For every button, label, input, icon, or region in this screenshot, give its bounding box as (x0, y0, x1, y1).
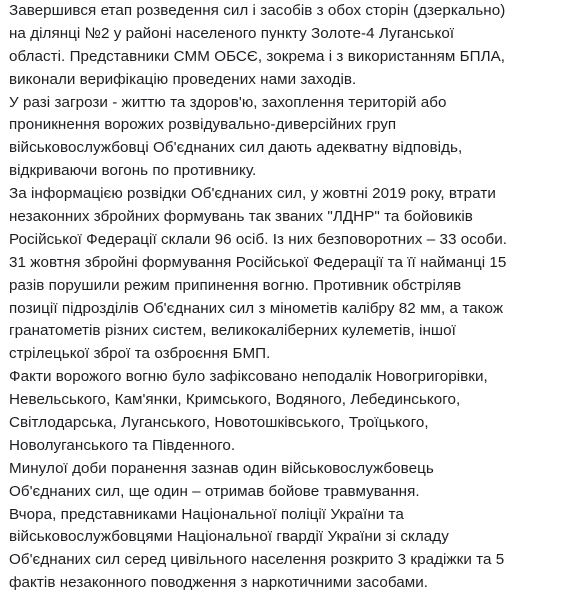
text-line: Невельського, Кам'янки, Кримського, Водяного, Лебединського, (9, 391, 461, 409)
text-line: Вчора, представниками Національної поліції України та (9, 505, 404, 523)
text-line: гранатометів різних систем, великокаліберних кулеметів, іншої (9, 322, 456, 340)
text-line: У разі загрози - життю та здоров'ю, захоплення територій або (9, 93, 447, 111)
text-line: Російської Федерації склали 96 осіб. Із них безповоротних – 33 особи. (9, 230, 508, 248)
text-line: виконали верифікацію проведених нами заходів. (9, 70, 357, 88)
text-line: незаконних збройних формувань так званих "ЛДНР" та бойовиків (9, 208, 473, 226)
text-line: позиції підрозділів Об'єднаних сил з мінометів калібру 82 мм, а також (9, 299, 504, 317)
text-line: Минулої доби поранення зазнав один військовослужбовець (9, 459, 434, 477)
text-line: За інформацією розвідки Об'єднаних сил, у жовтні 2019 року, втрати (9, 185, 496, 203)
text-line: Завершився етап розведення сил і засобів з обох сторін (дзеркально) (9, 2, 506, 19)
text-line: Новолуганського та Південного. (9, 436, 236, 454)
text-line: відкриваючи вогонь по противнику. (9, 162, 257, 180)
text-line: стрілецької зброї та озброєння БМП. (9, 345, 271, 363)
text-line: на ділянці №2 у районі населеного пункту Золоте-4 Луганської (9, 24, 455, 42)
text-line: області. Представники СММ ОБСЄ, зокрема і з використанням БПЛА, (9, 47, 506, 65)
text-line: Світлодарська, Луганського, Новотошківського, Троїцького, (9, 414, 429, 432)
text-line: фактів незаконного поводження з наркотичними засобами. (9, 574, 429, 592)
text-line: 31 жовтня збройні формування Російської Федерації та її найманці 15 (9, 253, 507, 271)
text-line: Об'єднаних сил, ще один – отримав бойове травмування. (9, 482, 420, 500)
text-line: проникнення ворожих розвідувально-диверсійних груп (9, 116, 397, 134)
text-line: разів порушили режим припинення вогню. Противник обстріляв (9, 276, 462, 294)
text-line: Об'єднаних сил серед цивільного населення розкрито 3 крадіжки та 5 (9, 551, 505, 569)
text-line: військовослужбовцями Національної гвардії України зі складу (9, 528, 449, 546)
text-line: військовослужбовці Об'єднаних сил дають адекватну відповідь, (9, 139, 463, 157)
text-line: Факти ворожого вогню було зафіксовано неподалік Новогригорівки, (9, 368, 488, 386)
